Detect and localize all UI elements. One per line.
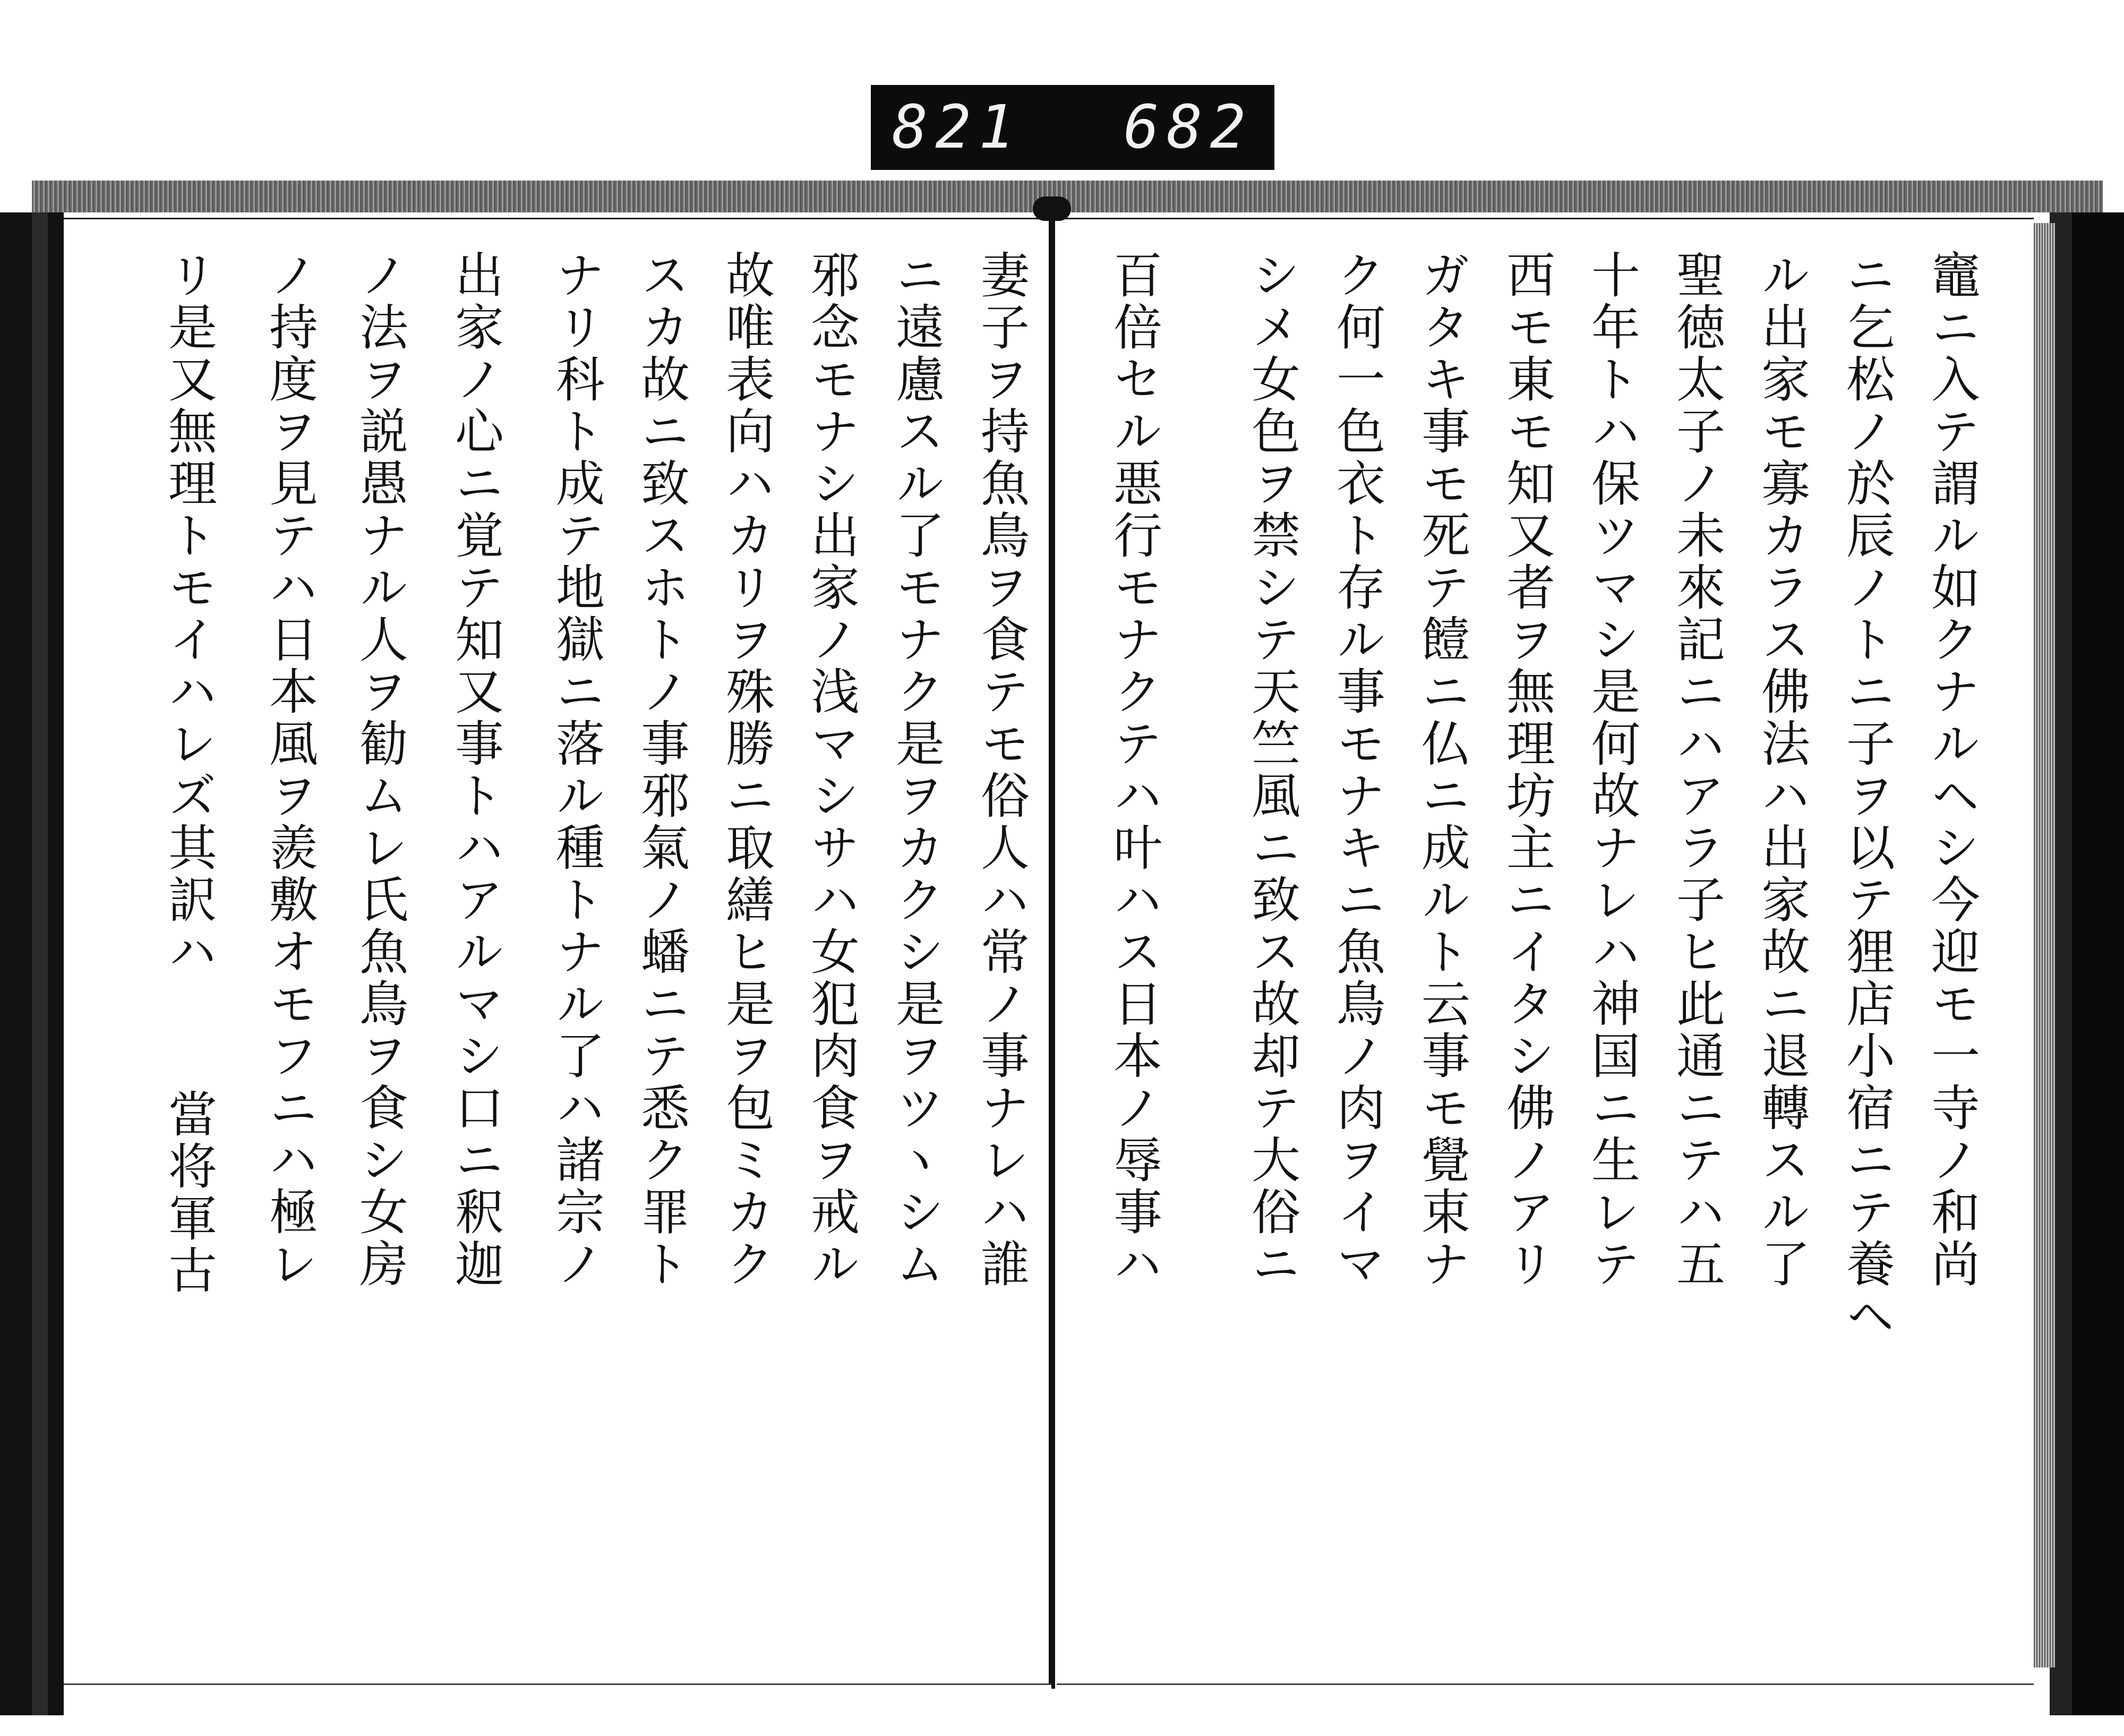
right-page-column: 西モ東モ知又者ヲ無理坊主ニイタシ佛ノアリ [1498,250,1555,1290]
gutter-binding [1033,196,1071,221]
left-page-column: 妻子ヲ持魚鳥ヲ食テモ俗人ハ常ノ事ナレハ誰 [973,250,1030,1290]
page-stack-right [2034,223,2055,1667]
left-page-column: 故唯表向ハカリヲ殊勝ニ取繕ヒ是ヲ包ミカク [718,250,775,1290]
right-page-column: ク何一色衣ト存ル事モナキニ魚鳥ノ肉ヲイマ [1329,250,1385,1290]
right-page-column: 十年トハ保ツマシ是何故ナレハ神国ニ生レテ [1583,250,1640,1290]
right-page-bottom-edge [1057,1683,2034,1696]
right-page-column: 聖徳太子ノ未來記ニハアラ子ヒ此通ニテハ五 [1668,250,1725,1290]
frame-number-right: 682 [1123,93,1253,162]
left-page-column: 邪念モナシ出家ノ浅マシサハ女犯肉食ヲ戒ル [803,250,860,1290]
left-page-column: ナリ科ト成テ地獄ニ落ル種トナル了ハ諸宗ノ [548,250,605,1290]
frame-number-label [871,85,1274,170]
right-page-column: ガタキ事モ死テ饐ニ仏ニ成ルト云事モ覺束ナ [1414,250,1470,1290]
book-gutter [1049,207,1055,1689]
right-page-column: シメ女色ヲ禁シテ天竺風ニ致ス故却テ大俗ニ [1244,250,1300,1290]
right-page-column: ニ乞松ノ於辰ノトニ子ヲ以テ狸店小宿ニテ養ヘ [1838,250,1895,1342]
right-page-column: 竈ニ入テ謂ル如クナルヘシ今迎モ一寺ノ和尚 [1923,250,1980,1290]
book-cover-right [2050,212,2124,1715]
left-page-column: 出家ノ心ニ覚テ知又事トハアルマシ口ニ釈迦 [447,250,504,1290]
left-page-column: ノ法ヲ説愚ナル人ヲ勧ムレ氏魚鳥ヲ食シ女房 [352,250,408,1290]
right-page-column: ル出家モ寡カラス佛法ハ出家故ニ退轉スル了 [1753,250,1810,1290]
left-page-column: リ是又無理トモイハレズ其訳ハ [160,250,217,978]
left-page-column: スカ故ニ致スホトノ事邪氣ノ蟠ニテ悉ク罪ト [633,250,690,1290]
left-page-column: ニ遠慮スル了モナク是ヲカクシ是ヲツヽシム [888,250,945,1290]
left-page-bottom-edge [64,1683,1051,1696]
book-cover-left [0,212,64,1715]
left-page-column: ノ持度ヲ見テハ日本風ヲ羨敷オモフニハ極レ [261,250,318,1290]
frame-number-left: 821 [892,93,1022,162]
signature-column: 當将軍古 [160,1089,217,1297]
right-page-column: 百倍セル悪行モナクテハ叶ハス日本ノ辱事ハ [1106,250,1162,1290]
